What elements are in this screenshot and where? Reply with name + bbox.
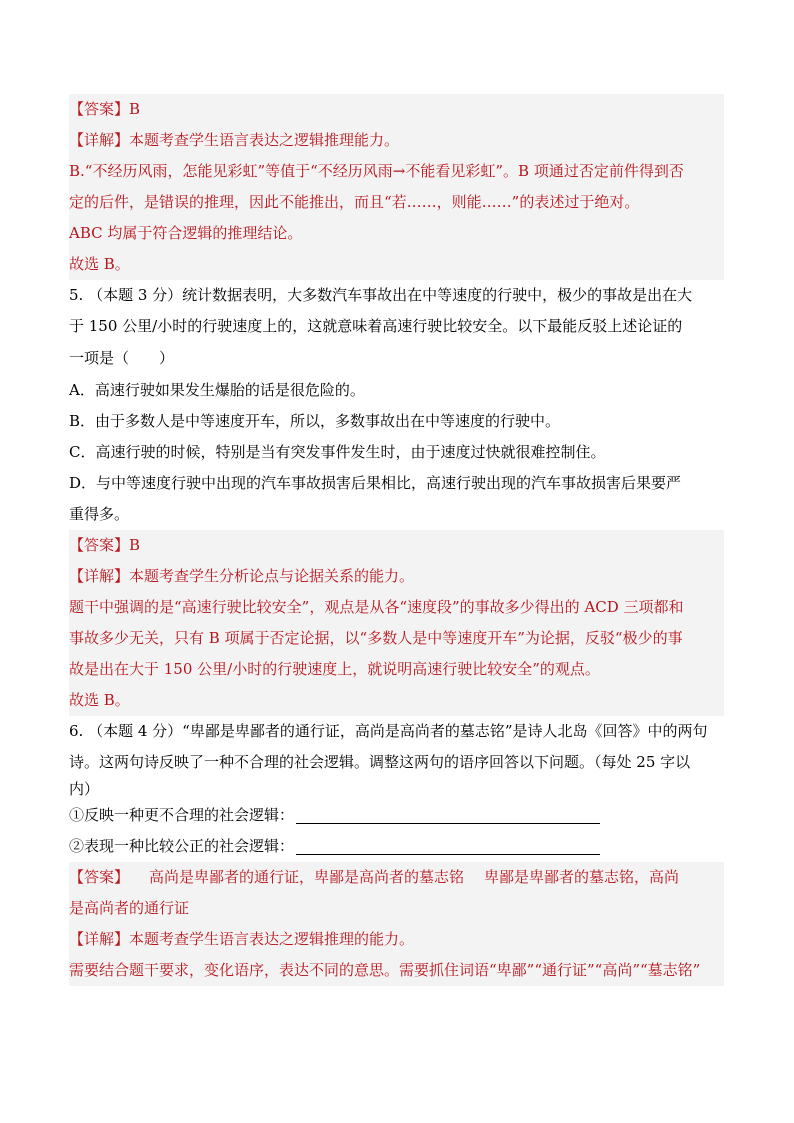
q5-detail-text: 故是出在大于 150 公里/小时的行驶速度上，就说明高速行驶比较安全”的观点。	[69, 654, 724, 685]
detail-tag: 【详解】	[69, 131, 130, 149]
q4-detail-text: 定的后件，是错误的推理，因此不能推出，而且“若……，则能……”的表述过于绝对。	[69, 187, 724, 218]
q5-detail-text: 题干中强调的是“高速行驶比较安全”，观点是从各“速度段”的事故多少得出的 ACD 三项都和	[69, 592, 724, 623]
answer-value: B	[129, 536, 141, 554]
answer-tag: 【答案】	[69, 868, 130, 886]
q6-stem: 诗。这两句诗反映了一种不合理的社会逻辑。调整这两句的语序回答以下问题。（每处 25 字以	[69, 753, 691, 771]
answer-value: B	[129, 100, 141, 118]
q6-answer-cont: 是高尚者的通行证	[69, 893, 724, 924]
q6-stem: 6. （本题 4 分）“卑鄙是卑鄙者的通行证，高尚是高尚者的墓志铭”是诗人北岛《回答》中的两句	[69, 722, 708, 740]
answer-blank[interactable]	[296, 809, 600, 824]
q6-detail-line	[69, 924, 724, 955]
q5-detail-line	[69, 561, 724, 592]
q4-detail-text: ABC 均属于符合逻辑的推理结论。	[69, 218, 724, 249]
q5-stem: 5. （本题 3 分）统计数据表明，大多数汽车事故出在中等速度的行驶中，极少的事故是出在大	[69, 286, 693, 304]
q4-detail-text: B.“不经历风雨，怎能见彩虹”等值于“不经历风雨→不能看见彩虹”。B 项通过否定前件得到否	[69, 156, 724, 187]
q6-blank-1	[69, 800, 724, 831]
q5-option-b: B．由于多数人是中等速度开车，所以，多数事故出在中等速度的行驶中。	[69, 412, 561, 430]
answer-2: 卑鄙是卑鄙者的墓志铭，高尚	[484, 868, 680, 886]
document-page	[69, 94, 724, 986]
q5-detail-text: 故选 B。	[69, 685, 724, 716]
blank-prompt: ①反映一种更不合理的社会逻辑：	[69, 806, 295, 824]
q4-detail-text: 故选 B。	[69, 249, 724, 280]
answer-1: 高尚是卑鄙者的通行证，卑鄙是高尚者的墓志铭	[149, 868, 465, 886]
detail-tag: 【详解】	[69, 567, 130, 585]
q4-detail-line	[69, 125, 724, 156]
q6-stem: 内）	[69, 780, 100, 798]
q4-answer-line	[69, 94, 724, 125]
detail-intro: 本题考查学生分析论点与论据关系的能力。	[129, 567, 415, 585]
q6-blank-2	[69, 831, 724, 862]
q5-option-d: D．与中等速度行驶中出现的汽车事故损害后果相比，高速行驶出现的汽车事故损害后果要严	[69, 474, 682, 492]
q6-detail-text: 需要结合题干要求，变化语序，表达不同的意思。需要抓住词语“卑鄙”“通行证”“高尚”“墓志铭”	[69, 955, 724, 986]
detail-intro: 本题考查学生语言表达之逻辑推理能力。	[129, 131, 400, 149]
q5-option-d-cont: 重得多。	[69, 505, 130, 523]
answer-blank[interactable]	[296, 840, 600, 855]
q5-detail-text: 事故多少无关，只有 B 项属于否定论据，以“多数人是中等速度开车”为论据，反驳“极少的事	[69, 623, 724, 654]
answer-tag: 【答案】	[69, 536, 130, 554]
detail-intro: 本题考查学生语言表达之逻辑推理的能力。	[129, 930, 415, 948]
detail-tag: 【详解】	[69, 930, 130, 948]
answer-tag: 【答案】	[69, 100, 130, 118]
q5-stem: 一项是（ ）	[69, 349, 175, 367]
q6-answer-line	[69, 862, 724, 893]
q5-stem: 于 150 公里/小时的行驶速度上的，这就意味着高速行驶比较安全。以下最能反驳上述论证的	[69, 317, 683, 335]
q5-option-c: C．高速行驶的时候，特别是当有突发事件发生时，由于速度过快就很难控制住。	[69, 443, 606, 461]
q5-answer-line	[69, 530, 724, 561]
q5-option-a: A．高速行驶如果发生爆胎的话是很危险的。	[69, 381, 365, 399]
blank-prompt: ②表现一种比较公正的社会逻辑：	[69, 837, 295, 855]
